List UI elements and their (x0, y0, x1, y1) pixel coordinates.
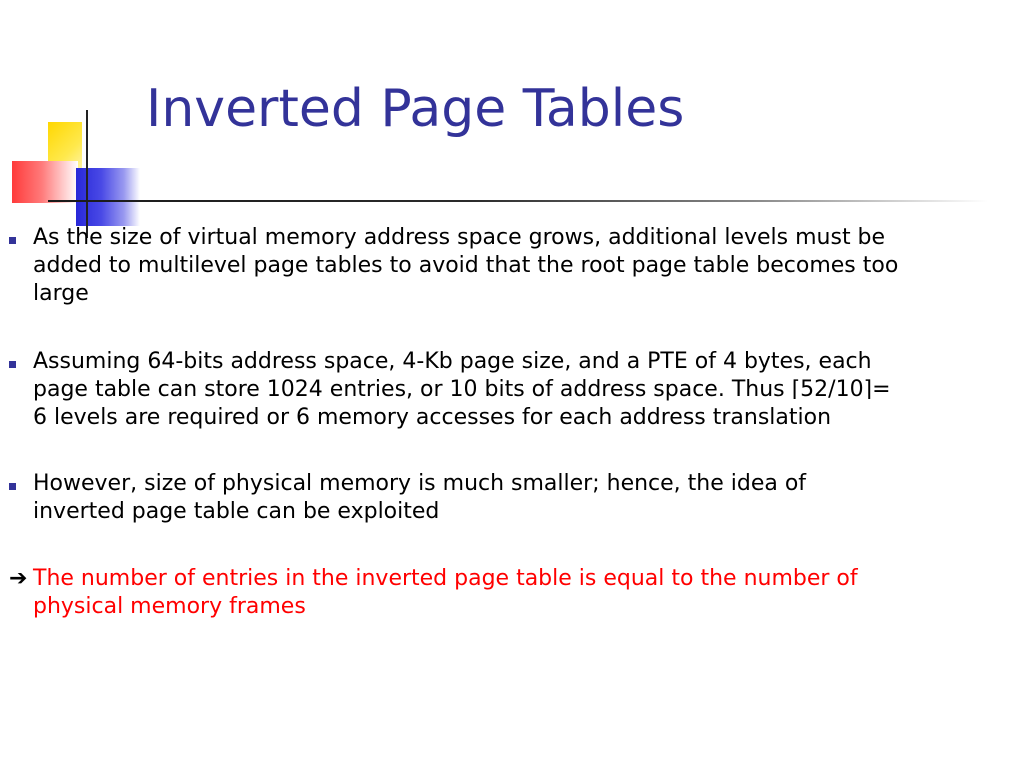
vertical-rule (86, 110, 88, 238)
conclusion-text: The number of entries in the inverted page table is equal to the number of physical memory frames (33, 566, 858, 619)
title-underline (48, 200, 988, 202)
decorative-logo (0, 0, 160, 240)
right-arrow-icon: ➔ (9, 566, 28, 591)
slide-title: Inverted Page Tables (146, 79, 685, 139)
bullet-text: As the size of virtual memory address space grows, additional levels must be added to multilevel page tables to avoid that the root page table becomes too large (33, 225, 899, 306)
red-square (12, 161, 78, 203)
square-bullet-icon (9, 361, 16, 368)
square-bullet-icon (9, 237, 16, 244)
bullet-text: Assuming 64-bits address space, 4-Kb page size, and a PTE of 4 bytes, each page table can store 1024 entries, or 10 bits of address space. Thus ⌈52/10⌉= 6 levels are required or 6 memory accesses for each address translation (33, 349, 891, 430)
bullet-text: However, size of physical memory is much smaller; hence, the idea of inverted page table can be exploited (33, 471, 807, 524)
square-bullet-icon (9, 483, 16, 490)
